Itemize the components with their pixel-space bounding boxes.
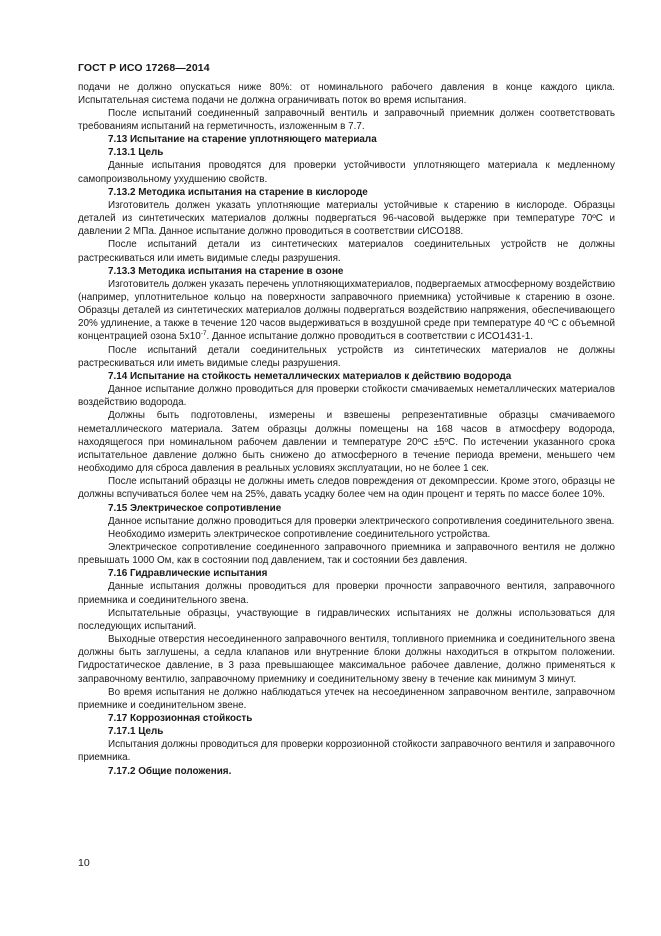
paragraph xyxy=(78,278,615,344)
paragraph: Изготовитель должен указать уплотняющие материалы устойчивые к старению в кислороде. Образцы деталей из синтетических материалов должны подвергаться 96-часовой выдержке при температуре 70ºС и давлении 2 МПа. Данное испытание должно проводиться в соответствии сИСО188. xyxy=(78,199,615,238)
paragraph: После испытаний детали из синтетических материалов соединительных устройств не должны растрескиваться или иметь видимые следы разрушения. xyxy=(78,239,615,264)
section-heading: 7.16 Гидравлические испытания xyxy=(108,568,268,580)
section-heading: 7.13.1 Цель xyxy=(108,147,164,159)
paragraph: подачи не должно опускаться ниже 80%: от номинального рабочего давления в конце каждого цикла. Испытательная система подачи не должна ограничивать поток во время испытания. xyxy=(78,81,615,106)
paragraph: Во время испытания не должно наблюдаться утечек на несоединенном заправочном вентиле, заправочном приемнике и соединительном звене. xyxy=(78,686,615,711)
paragraph: После испытаний детали соединительных устройств из синтетических материалов не должны растрескиваться или иметь видимые следы разрушения. xyxy=(78,344,615,369)
section-heading: 7.14 Испытание на стойкость неметаллических материалов к действию водорода xyxy=(108,370,512,382)
paragraph: Данное испытание должно проводиться для проверки стойкости смачиваемых неметаллических материалов воздействию водорода. xyxy=(78,384,615,409)
page-number: 10 xyxy=(78,857,90,869)
section-heading: 7.17 Коррозионная стойкость xyxy=(108,713,253,724)
paragraph: Электрическое сопротивление соединенного заправочного приемника и заправочного вентиля не должно превышать 1000 Ом, как в состоянии под давлением, так и состоянии без давления. xyxy=(78,541,615,567)
paragraph: Должны быть подготовлены, измерены и взвешены репрезентативные образцы смачиваемого неметаллического материала. Затем образцы должны помещены на 168 часов в атмосферу водорода, находящегося при номинальном рабочем давлении и температуре 20ºС ±5ºС. По истечении указанного срока испытательное давление должно быть снижено до атмосферного в течение периода времени, меньшего чем необходимо для сброса давления в реальных условиях эксплуатации, но не более 1 сек. xyxy=(78,410,615,475)
section-heading: 7.13.2 Методика испытания на старение в кислороде xyxy=(108,186,368,198)
section-heading: 7.13.3 Методика испытания на старение в озоне xyxy=(108,265,344,277)
section-heading: 7.17.1 Цель xyxy=(108,726,164,738)
paragraph: Данное испытание должно проводиться для проверки электрического сопротивления соединительного звена. xyxy=(108,515,615,527)
paragraph: Данные испытания проводятся для проверки устойчивости уплотняющего материала к медленному самопроизвольному ухудшению свойств. xyxy=(78,160,615,185)
paragraph: После испытаний образцы не должны иметь следов повреждения от декомпрессии. Кроме этого, образцы не должны вспучиваться более чем на 25%, давать усадку более чем на один процент и терять по массе более 10%. xyxy=(78,476,615,501)
section-heading: 7.13 Испытание на старение уплотняющего материала xyxy=(108,134,377,146)
paragraph: Испытательные образцы, участвующие в гидравлических испытаниях не должны использоваться для последующих испытаний. xyxy=(78,607,615,632)
exponent: -7 xyxy=(200,330,207,338)
paragraph-text: Изготовитель должен указать перечень уплотняющихматериалов, подвергаемых атмосферному воздействию (например, уплотнительное кольцо на поверхности заправочного приемника) устойчивые к старению в озоне. Образцы деталей из синтетических материалов должны подвергаться воздействию напряжения, обеспечивающего 20% удлинение, а также в течение 120 часов выдерживаться в воздушной среде при температуре 40 ºС с объемной концентрацией озона 5х10 xyxy=(78,278,615,343)
section-heading: 7.17.2 Общие положения. xyxy=(108,765,232,777)
paragraph: Данные испытания должны проводиться для проверки прочности заправочного вентиля, заправочного приемника и соединительного звена. xyxy=(78,581,615,606)
document-body xyxy=(78,81,615,778)
paragraph: Необходимо измерить электрическое сопротивление соединительного устройства. xyxy=(108,528,491,540)
standard-header: ГОСТ Р ИСО 17268—2014 xyxy=(78,62,210,74)
paragraph-text-continued: . Данное испытание должно проводиться в соответствии с ИСО1431-1. xyxy=(206,331,533,343)
section-heading: 7.15 Электрическое сопротивление xyxy=(108,502,282,514)
paragraph: Испытания должны проводиться для проверки коррозионной стойкости заправочного вентиля и заправочного приемника. xyxy=(78,739,615,764)
paragraph: После испытаний соединенный заправочный вентиль и заправочный приемник должен соответствовать требованиям испытаний на герметичность, изложенным в 7.7. xyxy=(78,107,615,132)
paragraph: Выходные отверстия несоединенного заправочного вентиля, топливного приемника и соединительного звена должны быть заглушены, а седла клапанов или внутренние блоки должны находиться в открытом положении. Гидростатическое давление, в 3 раза превышающее максимальное рабочее давление, должно применяться к заправочному вентилю, заправочному приемнику и соединительному звену в течение как минимум 3 минут. xyxy=(78,634,615,685)
